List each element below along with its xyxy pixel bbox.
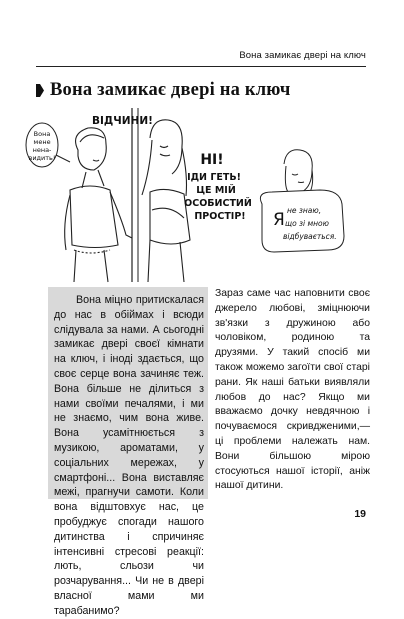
bubble-line: нена-: [32, 146, 52, 154]
section-marker-icon: [36, 84, 44, 97]
bubble-line: мене: [33, 138, 51, 146]
left-paragraph: Вона міцно притискалася до нас в обіймах і всюди слідувала за нами. А сьогодні замикає двері своєї кімнати на ключ, і іноді здається, що своє серце вона зачиняє теж. Вона більше не ділиться з нами своїми печалями, і ми не знаємо, чим вона живе. Вона усамітнюється з музикою, ароматами, у соціальних мережах, у смартфоні... Вона виставляє межі, прагнучи самоти. Коли вона відштовхує нас, це пробуджує спогади нашого дитинства і спричиняє інтенсивні стресові реакції: лють, сльози чи розчарування... Чи не в двері власної мами ми тарабанимо?: [54, 294, 204, 617]
section-title-text: Вона замикає двері на ключ: [50, 80, 291, 100]
shout-line: ПРОСТІР!: [194, 211, 246, 222]
illustration: [0, 100, 404, 285]
thought-cap: Я: [273, 210, 285, 230]
running-head: Вона замикає двері на ключ: [239, 50, 366, 61]
bubble-line: Вона: [33, 130, 51, 138]
shout-line: ОСОБИСТИЙ: [184, 198, 252, 209]
thought-line: що зі мною: [285, 219, 329, 228]
shout-left: ВІДЧИНИ!: [92, 115, 153, 127]
thought-line: відбувається.: [283, 232, 337, 241]
thought-line: не знаю,: [287, 206, 322, 215]
header-rule: [36, 66, 366, 67]
left-column: [48, 287, 208, 617]
section-title: [36, 80, 291, 101]
bubble-line: видить!: [28, 154, 56, 162]
girl-figure: [142, 120, 190, 282]
boy-figure: [65, 128, 132, 282]
shout-line: ЦЕ МІЙ: [196, 185, 236, 196]
shout-line: НІ!: [200, 152, 224, 168]
right-column: [215, 287, 370, 494]
thinking-girl-figure: [284, 150, 313, 192]
right-paragraph: Зараз саме час наповнити своє джерело любові, зміцнюючи зв'язки з дружиною або чоловіком, родиною та друзями. У такий спосіб ми також можемо загоїти свої старі рани. Як наші батьки виявляли любов до нас? Якщо ми вважаємо дочку невдячною і почуваємося скривдженими,— ці проблеми належать нам. Вони більшою мірою стосуються нашої історії, аніж нашої дитини.: [215, 288, 370, 492]
shout-right: [184, 152, 252, 222]
page-number: 19: [354, 508, 366, 520]
shout-line: ІДИ ГЕТЬ!: [187, 172, 241, 183]
